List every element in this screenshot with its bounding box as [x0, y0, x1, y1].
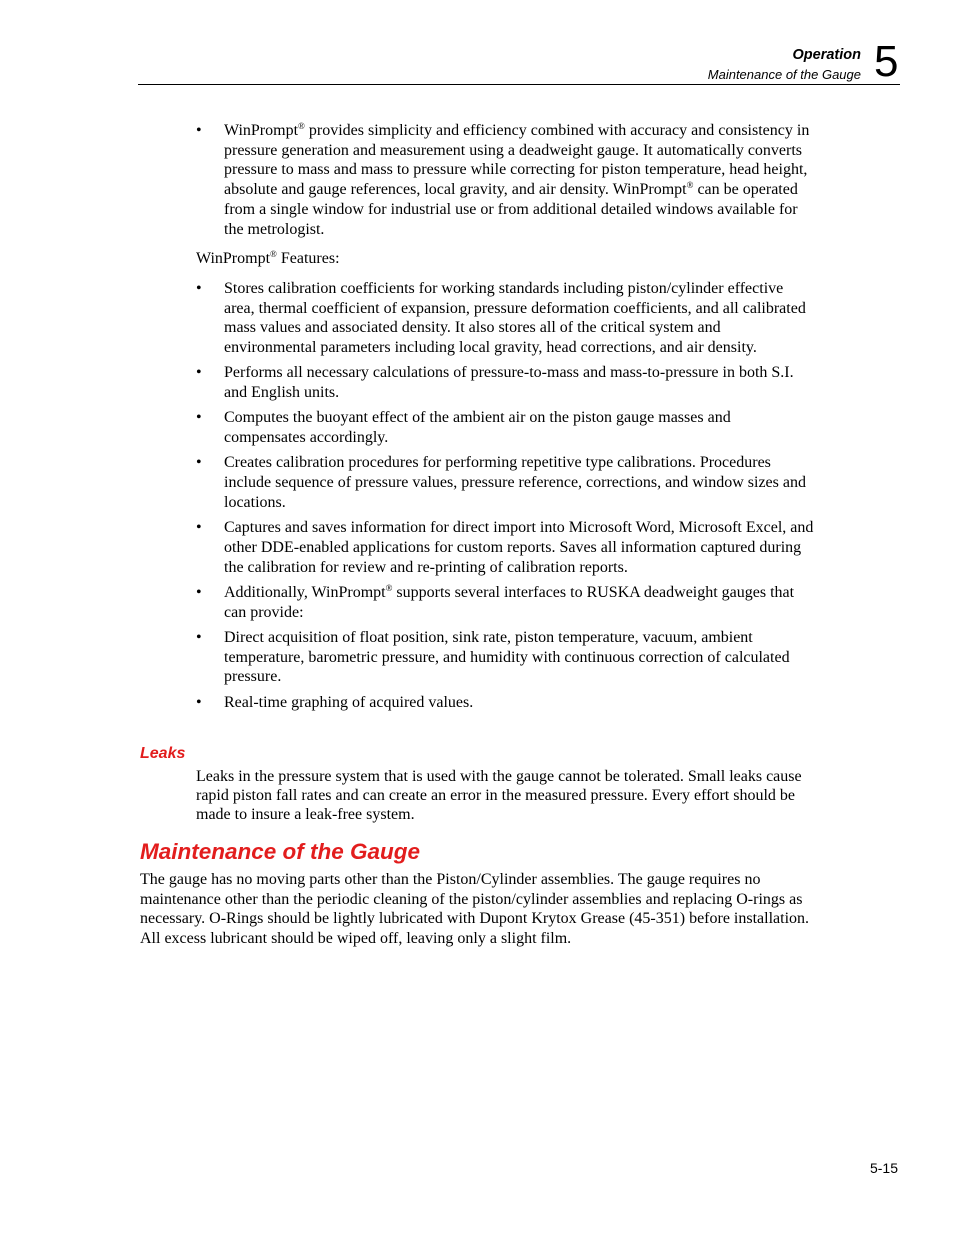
registered-mark: ®: [270, 249, 277, 259]
bullet-icon: •: [196, 409, 202, 427]
header-rule: [138, 84, 900, 85]
text-run: Additionally, WinPrompt: [224, 583, 386, 601]
text-run: provides simplicity and efficiency combined with accuracy and consistency in pressure generation and measurement using a deadweight gauge. It automatically converts pressure to mass and mass to pressure while correcting for piston temperature, head height, absolute and gauge references, local gravity, and air density. WinPrompt: [224, 122, 810, 199]
list-item: [196, 279, 816, 358]
list-item: [196, 408, 816, 447]
maintenance-heading: Maintenance of the Gauge: [140, 839, 421, 864]
text-run: can be operated from a single window for industrial use or from additional detailed windows available for the metrologist.: [224, 181, 798, 238]
chapter-number: 5: [874, 37, 899, 86]
bullet-icon: •: [196, 519, 202, 537]
feature-text: Computes the buoyant effect of the ambient air on the piston gauge masses and compensates accordingly.: [224, 409, 731, 447]
leaks-paragraph: Leaks in the pressure system that is used with the gauge cannot be tolerated. Small leaks cause rapid piston fall rates and can create an error in the measured pressure. Every effort should be made to insure a leak-free system.: [196, 768, 802, 823]
interface-feature-text: Direct acquisition of float position, sink rate, piston temperature, vacuum, ambient temperature, barometric pressure, and humidity with continuous correction of calculated pressure.: [224, 628, 790, 686]
text-run: WinPrompt: [196, 250, 271, 267]
additional-feature-text: [224, 584, 794, 621]
registered-mark: ®: [298, 121, 305, 131]
features-intro: [196, 249, 816, 269]
registered-mark: ®: [686, 180, 694, 191]
bullet-icon: •: [196, 454, 202, 472]
list-item: [196, 363, 816, 402]
features-list: [196, 279, 816, 712]
bullet-icon: •: [196, 122, 202, 139]
feature-text: Creates calibration procedures for performing repetitive type calibrations. Procedures include sequence of pressure values, pressure reference, corrections, and window sizes and locations.: [224, 454, 806, 511]
running-header-chapter: Operation: [792, 47, 861, 63]
feature-text: Captures and saves information for direct import into Microsoft Word, Microsoft Excel, and other DDE-enabled applications for custom reports. Saves all information captured during the calibration for review and re-printing of calibration reports.: [224, 519, 814, 576]
text-run: Features:: [276, 250, 340, 267]
bullet-icon: •: [196, 364, 202, 382]
intro-bullet-list: [196, 121, 816, 239]
list-item: [196, 518, 816, 577]
maintenance-paragraph: The gauge has no moving parts other than the Piston/Cylinder assemblies. The gauge requires no maintenance other than the periodic cleaning of the piston/cylinder assemblies and replacing O-rings as necessary. O-Rings should be lightly lubricated with Dupont Krytox Grease (45-351) before installation. All excess lubricant should be wiped off, leaving only a slight film.: [140, 871, 810, 947]
bullet-icon: •: [196, 280, 202, 297]
bullet-icon: •: [196, 628, 202, 646]
feature-text: Performs all necessary calculations of pressure-to-mass and mass-to-pressure in both S.I. and English units.: [224, 364, 794, 402]
registered-mark: ®: [385, 582, 393, 593]
page-number: 5-15: [869, 1160, 898, 1176]
bullet-icon: •: [196, 693, 202, 711]
list-item: [196, 693, 816, 713]
text-run: supports several interfaces to RUSKA deadweight gauges that can provide:: [224, 583, 795, 621]
running-header-section: Maintenance of the Gauge: [707, 67, 861, 82]
bullet-icon: •: [196, 583, 202, 601]
list-item: [196, 628, 816, 687]
winprompt-description: [224, 122, 809, 238]
leaks-heading: Leaks: [140, 745, 186, 762]
interface-feature-text: Real-time graphing of acquired values.: [224, 693, 474, 711]
feature-text: Stores calibration coefficients for working standards including piston/cylinder effective area, thermal coefficient of expansion, pressure deformation coefficients, and all calibrated mass values and associated density. It also stores all of the critical system and environmental parameters including local gravity, head corrections, and air density.: [224, 280, 806, 357]
text-run: WinPrompt: [224, 122, 299, 139]
list-item: [196, 121, 816, 239]
list-item: [196, 583, 816, 622]
list-item: [196, 453, 816, 512]
